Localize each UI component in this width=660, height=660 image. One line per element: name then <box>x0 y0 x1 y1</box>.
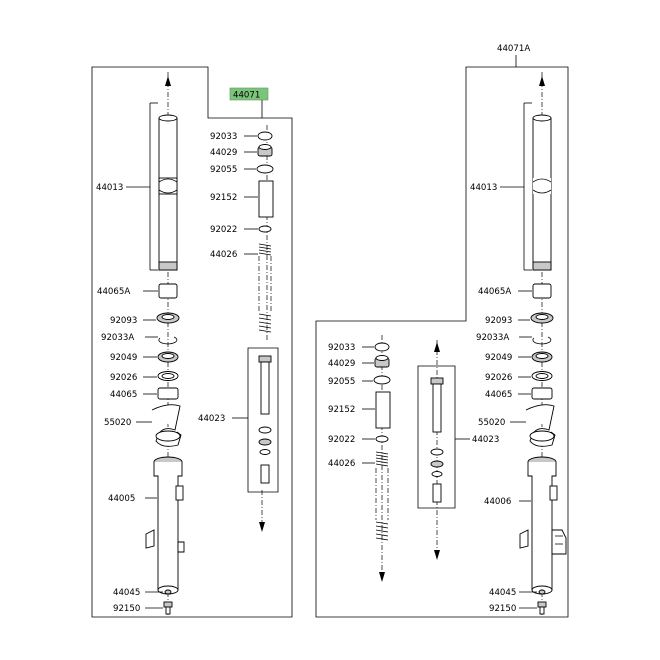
right-assembly-label[interactable]: 44071A <box>497 44 531 54</box>
label-92150[interactable]: 92150 <box>113 604 141 614</box>
right-part-44013-tube[interactable] <box>533 115 551 270</box>
right-inner-label-92152[interactable]: 92152 <box>328 405 356 415</box>
label-92033A[interactable]: 92033A <box>101 333 135 343</box>
right-part-44065A-bushing[interactable] <box>533 284 551 298</box>
inner-part-92055-oring[interactable] <box>257 165 273 173</box>
right-label-44013[interactable]: 44013 <box>470 183 498 193</box>
right-inner-label-44023[interactable]: 44023 <box>472 435 500 445</box>
part-44013-tube[interactable] <box>159 115 177 270</box>
part-92150-bolt[interactable] <box>164 602 172 614</box>
right-label-92033A[interactable]: 92033A <box>476 333 510 343</box>
label-55020[interactable]: 55020 <box>104 418 132 428</box>
part-44045-washer[interactable] <box>165 590 171 594</box>
right-label-44065A[interactable]: 44065A <box>478 287 512 297</box>
inner-label-44029[interactable]: 44029 <box>210 148 238 158</box>
right-inner-label-44029[interactable]: 44029 <box>328 359 356 369</box>
left-fork-assembly <box>92 67 292 617</box>
label-44005[interactable]: 44005 <box>108 494 136 504</box>
label-44045[interactable]: 44045 <box>113 588 141 598</box>
inner-part-44029-cap[interactable] <box>258 145 272 157</box>
right-inner-part-92152-collar[interactable] <box>376 392 390 428</box>
right-inner-label-92022[interactable]: 92022 <box>328 435 356 445</box>
right-part-92150-bolt[interactable] <box>538 602 546 614</box>
right-inner-part-44029-cap[interactable] <box>375 356 389 368</box>
inner-label-44026[interactable]: 44026 <box>210 250 238 260</box>
label-44065[interactable]: 44065 <box>110 390 138 400</box>
inner-label-44023[interactable]: 44023 <box>198 414 226 424</box>
part-44005-fork-leg[interactable] <box>146 457 184 594</box>
right-part-44045-washer[interactable] <box>539 590 545 594</box>
inner-part-44023-rod[interactable] <box>259 356 271 483</box>
inner-part-92152-collar[interactable] <box>259 181 273 217</box>
right-label-44065[interactable]: 44065 <box>485 390 513 400</box>
right-inner-label-92033[interactable]: 92033 <box>328 343 356 353</box>
right-label-44045[interactable]: 44045 <box>489 588 517 598</box>
right-inner-part-92022-washer[interactable] <box>376 436 388 442</box>
right-inner-label-92055[interactable]: 92055 <box>328 377 356 387</box>
label-44065A[interactable]: 44065A <box>97 287 131 297</box>
inner-part-92022-washer[interactable] <box>259 226 271 232</box>
label-92093[interactable]: 92093 <box>110 316 138 326</box>
inner-part-44026-spring[interactable] <box>259 244 271 332</box>
label-92049[interactable]: 92049 <box>110 353 138 363</box>
part-44065-bushing[interactable] <box>158 388 178 399</box>
right-inner-part-92055-oring[interactable] <box>374 376 390 384</box>
right-assembly-frame <box>316 67 568 617</box>
inner-part-92033-ring[interactable] <box>258 132 272 140</box>
right-label-55020[interactable]: 55020 <box>478 418 506 428</box>
inner-label-92022[interactable]: 92022 <box>210 225 238 235</box>
label-44013[interactable]: 44013 <box>96 183 124 193</box>
left-assembly-label[interactable]: 44071 <box>233 90 261 101</box>
right-inner-part-92033-ring[interactable] <box>375 343 389 351</box>
inner-label-92033[interactable]: 92033 <box>210 132 238 142</box>
right-label-92150[interactable]: 92150 <box>489 604 517 614</box>
right-label-92026[interactable]: 92026 <box>485 373 513 383</box>
label-92026[interactable]: 92026 <box>110 373 138 383</box>
right-label-92093[interactable]: 92093 <box>485 316 513 326</box>
inner-label-92055[interactable]: 92055 <box>210 165 238 175</box>
right-part-44006-fork-leg[interactable] <box>520 457 566 594</box>
right-inner-label-44026[interactable]: 44026 <box>328 459 356 469</box>
right-fork-assembly <box>316 44 568 617</box>
right-part-44065-bushing[interactable] <box>532 388 552 399</box>
part-44065A-bushing[interactable] <box>159 284 177 298</box>
right-label-92049[interactable]: 92049 <box>485 353 513 363</box>
inner-label-92152[interactable]: 92152 <box>210 193 238 203</box>
right-label-44006[interactable]: 44006 <box>484 497 512 507</box>
